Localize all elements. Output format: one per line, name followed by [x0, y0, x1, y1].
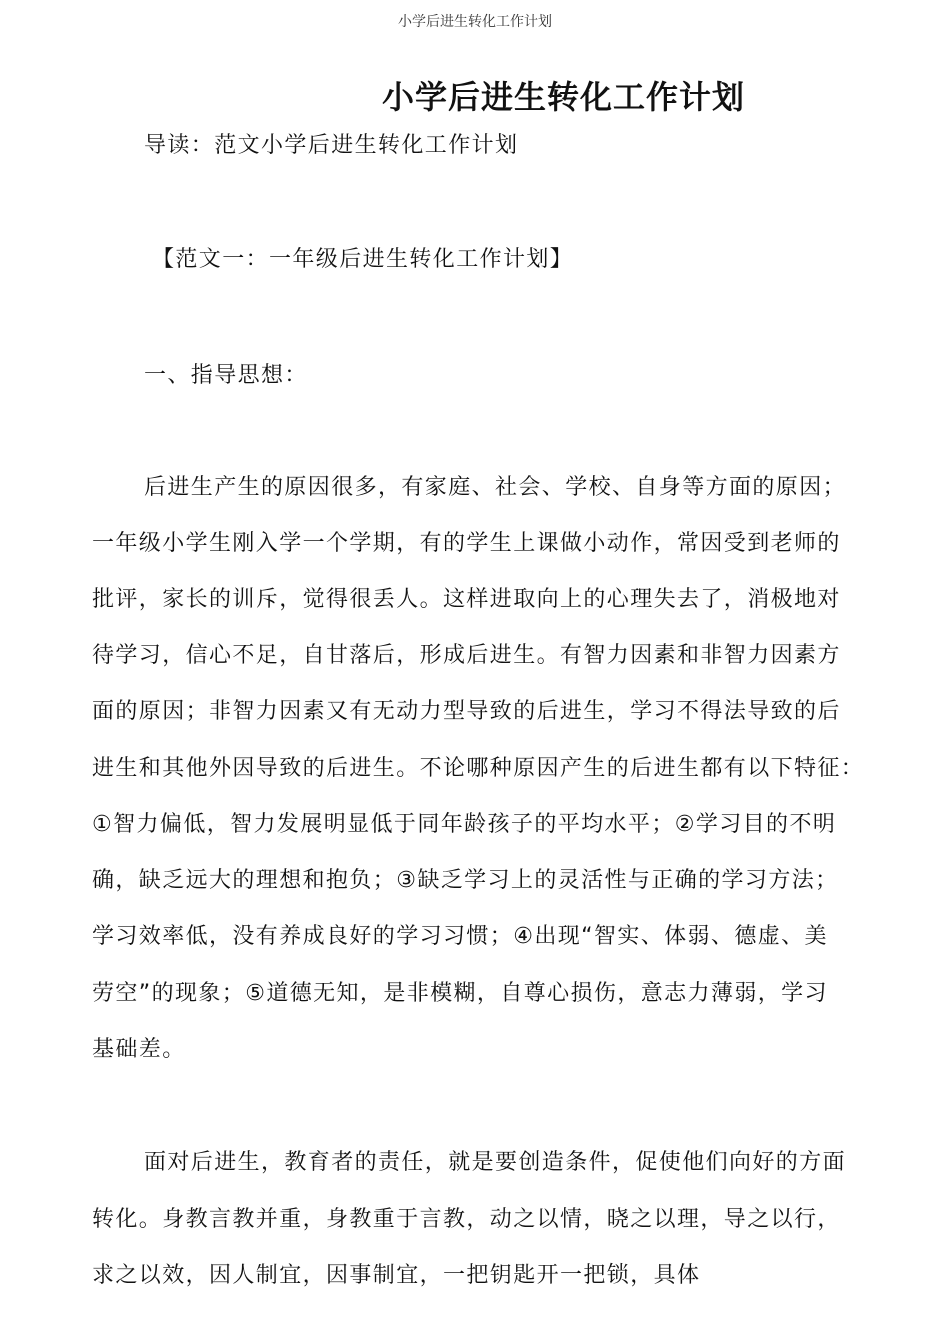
paragraph-line: 进生和其他外因导致的后进生。不论哪种原因产生的后进生都有以下特征： [92, 756, 865, 781]
paragraph-line: 面对后进生，教育者的责任，就是要创造条件，促使他们向好的方面 [144, 1150, 847, 1175]
paragraph-line: 基础差。 [92, 1037, 186, 1062]
paragraph-line: 后进生产生的原因很多，有家庭、社会、学校、自身等方面的原因； [144, 475, 847, 500]
document-title: 小学后进生转化工作计划 [382, 78, 746, 116]
paragraph-line: 确，缺乏远大的理想和抱负；③缺乏学习上的灵活性与正确的学习方法； [92, 868, 839, 893]
intro-line: 导读：范文小学后进生转化工作计划 [144, 133, 519, 158]
sub-heading: 【范文一：一年级后进生转化工作计划】 [152, 247, 574, 272]
paragraph-line: 转化。身教言教并重，身教重于言教，动之以情，晓之以理，导之以行， [92, 1207, 841, 1232]
paragraph-line: ①智力偏低，智力发展明显低于同年龄孩子的平均水平；②学习目的不明 [92, 812, 837, 837]
paragraph-line: 求之以效，因人制宜，因事制宜，一把钥匙开一把锁，具体 [92, 1263, 701, 1288]
paragraph-line: 一年级小学生刚入学一个学期，有的学生上课做小动作，常因受到老师的 [92, 531, 841, 556]
paragraph-line: 劳空”的现象；⑤道德无知，是非模糊，自尊心损伤，意志力薄弱，学习 [92, 981, 828, 1006]
paragraph-line: 面的原因；非智力因素又有无动力型导致的后进生，学习不得法导致的后 [92, 699, 841, 724]
paragraph-line: 学习效率低，没有养成良好的学习习惯；④出现“智实、体弱、德虚、美 [92, 924, 828, 949]
running-header: 小学后进生转化工作计划 [398, 14, 552, 30]
section-heading: 一、指导思想： [144, 363, 308, 388]
paragraph-line: 批评，家长的训斥，觉得很丢人。这样进取向上的心理失去了，消极地对 [92, 587, 841, 612]
paragraph-line: 待学习，信心不足，自甘落后，形成后进生。有智力因素和非智力因素方 [92, 643, 841, 668]
